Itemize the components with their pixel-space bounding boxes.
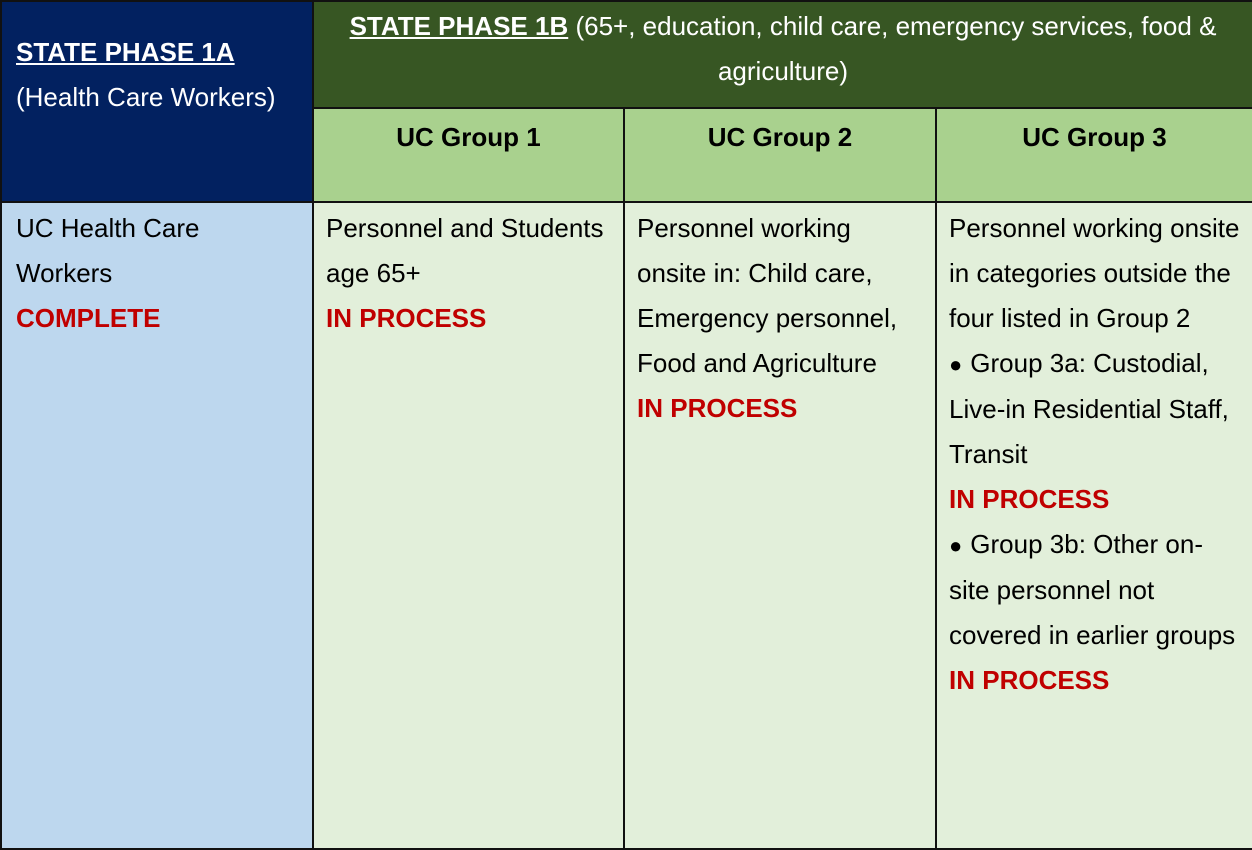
group-1-cell xyxy=(313,202,624,849)
phase-1b-header xyxy=(313,1,1252,108)
group-3-body: Personnel working onsite in categories outside the four listed in Group 2 xyxy=(949,213,1240,333)
phase-1b-subtitle: (65+, education, child care, emergency services, food & agriculture) xyxy=(568,11,1217,86)
status-badge: IN PROCESS xyxy=(637,393,798,423)
group-2-header: UC Group 2 xyxy=(624,108,936,202)
group-1-body: Personnel and Students age 65+ xyxy=(326,213,604,288)
phase-1b-title: STATE PHASE 1B xyxy=(349,11,569,41)
phase-1a-title: STATE PHASE 1A xyxy=(16,37,235,67)
group-3-header: UC Group 3 xyxy=(936,108,1252,202)
status-badge: IN PROCESS xyxy=(326,303,487,333)
group-1-header: UC Group 1 xyxy=(313,108,624,202)
subgroup-3b: ● Group 3b: Other on-site personnel not covered in earlier groups xyxy=(949,522,1240,658)
group-3-cell xyxy=(936,202,1252,849)
group-2-cell xyxy=(624,202,936,849)
status-badge: COMPLETE xyxy=(16,303,161,333)
status-badge: IN PROCESS xyxy=(949,484,1110,514)
subgroup-3a: ● Group 3a: Custodial, Live-in Residential Staff, Transit xyxy=(949,341,1240,477)
phase-1a-header xyxy=(1,1,313,202)
phase-1a-subtitle: (Health Care Workers) xyxy=(16,82,276,112)
phase-1a-cell xyxy=(1,202,313,849)
status-badge: IN PROCESS xyxy=(949,665,1110,695)
group-2-body: Personnel working onsite in: Child care, Emergency personnel, Food and Agriculture xyxy=(637,213,898,378)
phase-1a-body: UC Health Care Workers xyxy=(16,213,200,288)
